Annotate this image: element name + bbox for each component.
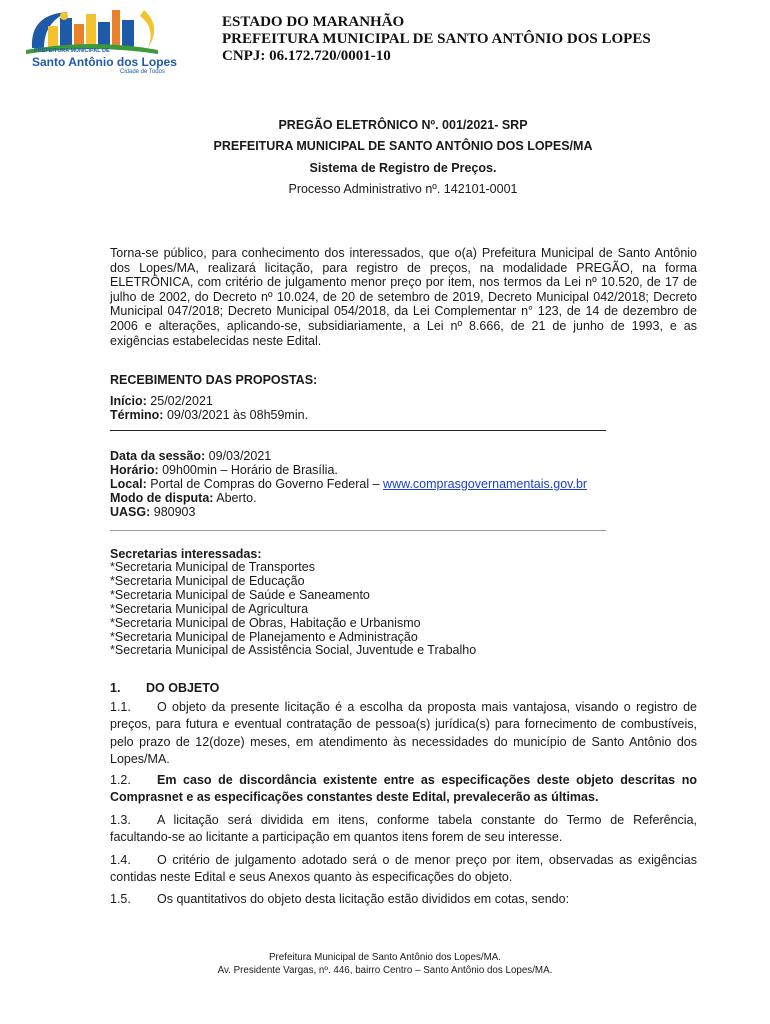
clause-number: 1.4. — [110, 853, 131, 867]
list-item: *Secretaria Municipal de Assistência Social, Juventude e Trabalho — [110, 643, 477, 658]
data-sessao-value: 09/03/2021 — [205, 449, 272, 463]
clause-1-4 — [110, 852, 697, 887]
local-value: Portal de Compras do Governo Federal – — [146, 477, 384, 491]
clause-1-1 — [110, 699, 697, 768]
clause-number: 1.2. — [110, 773, 131, 787]
secretarias-heading: Secretarias interessadas: — [110, 547, 262, 561]
clause-1-3 — [110, 812, 697, 847]
uasg-value: 980903 — [150, 505, 196, 519]
uasg-line — [110, 505, 195, 519]
clause-text: O objeto da presente licitação é a escolha da proposta mais vantajosa, visando o registro de preços, para futura e eventual contratação de pessoa(s) jurídica(s) para fornecimento de combustíveis, pelo prazo de 12(doze) meses, em atendimento às necessidades do município de Santo Antônio dos Lopes/MA. — [110, 700, 697, 766]
list-item: *Secretaria Municipal de Obras, Habitação e Urbanismo — [110, 615, 421, 630]
data-sessao-line — [110, 449, 271, 463]
horario-label: Horário: — [110, 463, 159, 477]
modo-disputa-line — [110, 491, 257, 505]
inicio-value: 25/02/2021 — [146, 394, 213, 408]
clause-text: Os quantitativos do objeto desta licitação estão divididos em cotas, sendo: — [157, 892, 570, 906]
objeto-number: 1. — [110, 681, 121, 695]
secretarias-list — [110, 561, 476, 658]
clause-number: 1.1. — [110, 700, 131, 714]
local-line — [110, 477, 587, 491]
local-label: Local: — [110, 477, 147, 491]
logo-tagline: Cidade de Todos — [120, 69, 165, 75]
data-sessao-label: Data da sessão: — [110, 449, 206, 463]
prefeitura-logo — [22, 4, 177, 78]
header-prefeitura: PREFEITURA MUNICIPAL DE SANTO ANTÔNIO DOS LOPES — [222, 31, 651, 47]
modo-disputa-value: Aberto. — [213, 491, 257, 505]
footer-line-1: Prefeitura Municipal de Santo Antônio dos Lopes/MA. — [268, 952, 501, 963]
list-item: *Secretaria Municipal de Agricultura — [110, 601, 309, 616]
clause-text: O critério de julgamento adotado será o de menor preço por item, observadas as exigências contidas neste Edital e seus Anexos quanto às especificações do objeto. — [110, 853, 697, 885]
intro-paragraph: Torna-se público, para conhecimento dos interessados, que o(a) Prefeitura Municipal de Santo Antônio dos Lopes/MA, realizará licitação, para registro de preços, na modalidade PREGÃO, na forma ELETRÔNICA, com critério de julgamento menor preço por item, nos termos da Lei nº 10.520, de 17 de julho de 2002, do Decreto nº 10.024, de 20 de setembro de 2019, Decreto Municipal 042/2018; Decreto Municipal 047/2018; Decreto Municipal 054/2018, da Lei Complementar n° 123, de 14 de dezembro de 2006 e alterações, aplicando-se, subsidiariamente, a Lei nº 8.666, de 21 de junho de 1993, e as exigências estabelecidas neste Edital. — [110, 246, 697, 348]
header-state: ESTADO DO MARANHÃO — [222, 14, 405, 30]
logo-top-text: PREFEITURA MUNICIPAL DE — [34, 48, 110, 54]
termino-label: Término: — [110, 408, 164, 422]
inicio-label: Início: — [110, 394, 147, 408]
objeto-title: DO OBJETO — [146, 681, 220, 695]
clause-1-2 — [110, 772, 697, 807]
footer-line-2: Av. Presidente Vargas, nº. 446, bairro Centro – Santo Antônio dos Lopes/MA. — [217, 965, 553, 976]
horario-value: 09h00min – Horário de Brasília. — [158, 463, 338, 477]
list-item: *Secretaria Municipal de Educação — [110, 573, 305, 588]
inicio-line — [110, 394, 213, 408]
list-item: *Secretaria Municipal de Planejamento e Administração — [110, 629, 418, 644]
sistema-title: Sistema de Registro de Preços. — [309, 161, 497, 175]
separator-rule — [110, 430, 606, 431]
clause-text: Em caso de discordância existente entre as especificações deste objeto descritas no Comprasnet e as especificações constantes deste Edital, prevalecerão as últimas. — [110, 773, 697, 805]
clause-number: 1.5. — [110, 892, 131, 906]
modo-disputa-label: Modo de disputa: — [110, 491, 214, 505]
clause-number: 1.3. — [110, 813, 131, 827]
pregao-title: PREGÃO ELETRÔNICO Nº. 001/2021- SRP — [278, 118, 528, 132]
objeto-heading — [110, 681, 219, 695]
processo-title: Processo Administrativo nº. 142101-0001 — [288, 182, 518, 196]
clause-1-5 — [110, 891, 697, 908]
list-item: *Secretaria Municipal de Saúde e Saneamento — [110, 587, 370, 602]
termino-value: 09/03/2021 às 08h59min. — [163, 408, 309, 422]
recebimento-heading: RECEBIMENTO DAS PROPOSTAS: — [110, 373, 318, 387]
clause-text: A licitação será dividida em itens, conforme tabela constante do Termo de Referência, facultando-se ao licitante a participação em quantos itens forem de seu interesse. — [110, 813, 697, 845]
compras-governamentais-link[interactable]: www.comprasgovernamentais.gov.br — [383, 477, 588, 491]
horario-line — [110, 463, 338, 477]
logo-city-name: Santo Antônio dos Lopes — [32, 55, 177, 69]
termino-line — [110, 408, 308, 422]
prefeitura-title: PREFEITURA MUNICIPAL DE SANTO ANTÔNIO DOS LOPES/MA — [213, 139, 593, 153]
uasg-label: UASG: — [110, 505, 151, 519]
separator-rule-light — [110, 530, 606, 531]
header-cnpj: CNPJ: 06.172.720/0001-10 — [222, 48, 391, 64]
list-item: *Secretaria Municipal de Transportes — [110, 560, 315, 574]
document-header — [222, 14, 651, 65]
